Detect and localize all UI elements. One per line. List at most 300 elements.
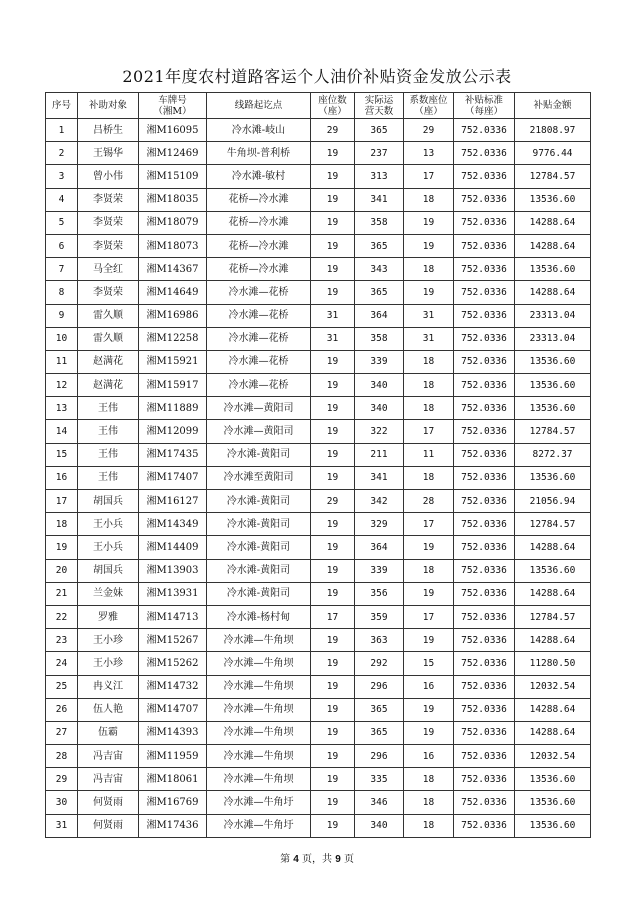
cell-route: 冷水滩—牛角圩 xyxy=(207,814,311,837)
cell-recipient: 伍霸 xyxy=(78,721,139,744)
cell-route: 冷水滩—牛角圩 xyxy=(207,791,311,814)
table-row xyxy=(46,327,591,350)
cell-plate: 湘M15921 xyxy=(139,350,207,373)
cell-route: 冷水滩-黄阳司 xyxy=(207,490,311,513)
cell-days: 335 xyxy=(355,768,404,791)
cell-index: 16 xyxy=(46,466,78,489)
cell-amount: 13536.60 xyxy=(515,768,591,791)
cell-seats: 19 xyxy=(311,559,355,582)
cell-standard: 752.0336 xyxy=(454,814,515,837)
cell-days: 341 xyxy=(355,188,404,211)
cell-recipient: 吕桥生 xyxy=(78,119,139,142)
cell-standard: 752.0336 xyxy=(454,629,515,652)
cell-amount: 12784.57 xyxy=(515,165,591,188)
cell-plate: 湘M15109 xyxy=(139,165,207,188)
cell-route: 冷水滩-黄阳司 xyxy=(207,559,311,582)
header-route xyxy=(207,93,311,119)
cell-plate: 湘M18079 xyxy=(139,211,207,234)
table-row xyxy=(46,258,591,281)
cell-coef-seats: 31 xyxy=(404,327,454,350)
cell-plate: 湘M17407 xyxy=(139,466,207,489)
cell-route: 冷水滩—牛角坝 xyxy=(207,745,311,768)
cell-plate: 湘M12258 xyxy=(139,327,207,350)
cell-days: 343 xyxy=(355,258,404,281)
header-amount xyxy=(515,93,591,119)
cell-amount: 14288.64 xyxy=(515,629,591,652)
cell-coef-seats: 18 xyxy=(404,768,454,791)
cell-seats: 19 xyxy=(311,142,355,165)
header-text: 系数座位 xyxy=(409,94,448,106)
cell-standard: 752.0336 xyxy=(454,745,515,768)
cell-standard: 752.0336 xyxy=(454,513,515,536)
table-row xyxy=(46,698,591,721)
cell-coef-seats: 19 xyxy=(404,234,454,257)
table-header-row xyxy=(46,93,591,119)
cell-coef-seats: 19 xyxy=(404,721,454,744)
cell-amount: 21808.97 xyxy=(515,119,591,142)
cell-days: 211 xyxy=(355,443,404,466)
cell-recipient: 王伟 xyxy=(78,443,139,466)
cell-route: 牛角坝-普利桥 xyxy=(207,142,311,165)
cell-route: 冷水滩—花桥 xyxy=(207,327,311,350)
cell-route: 花桥—冷水滩 xyxy=(207,211,311,234)
cell-seats: 19 xyxy=(311,165,355,188)
cell-standard: 752.0336 xyxy=(454,559,515,582)
cell-route: 花桥—冷水滩 xyxy=(207,188,311,211)
cell-plate: 湘M15917 xyxy=(139,374,207,397)
cell-plate: 湘M18061 xyxy=(139,768,207,791)
cell-amount: 23313.04 xyxy=(515,304,591,327)
cell-days: 356 xyxy=(355,582,404,605)
cell-coef-seats: 15 xyxy=(404,652,454,675)
table-row xyxy=(46,605,591,628)
table-row xyxy=(46,675,591,698)
cell-standard: 752.0336 xyxy=(454,327,515,350)
cell-seats: 19 xyxy=(311,513,355,536)
header-days xyxy=(355,93,404,119)
cell-standard: 752.0336 xyxy=(454,397,515,420)
cell-route: 冷水滩—牛角坝 xyxy=(207,675,311,698)
table-row xyxy=(46,791,591,814)
cell-route: 冷水滩—花桥 xyxy=(207,281,311,304)
cell-amount: 14288.64 xyxy=(515,698,591,721)
cell-seats: 19 xyxy=(311,258,355,281)
table-row xyxy=(46,745,591,768)
cell-plate: 湘M16095 xyxy=(139,119,207,142)
cell-standard: 752.0336 xyxy=(454,258,515,281)
header-text: 车牌号 xyxy=(158,94,187,106)
cell-seats: 19 xyxy=(311,791,355,814)
cell-index: 25 xyxy=(46,675,78,698)
cell-plate: 湘M18073 xyxy=(139,234,207,257)
cell-amount: 9776.44 xyxy=(515,142,591,165)
cell-index: 1 xyxy=(46,119,78,142)
cell-index: 12 xyxy=(46,374,78,397)
cell-standard: 752.0336 xyxy=(454,466,515,489)
cell-route: 冷水滩-黄阳司 xyxy=(207,513,311,536)
cell-coef-seats: 17 xyxy=(404,605,454,628)
table-row xyxy=(46,629,591,652)
cell-index: 24 xyxy=(46,652,78,675)
table-row xyxy=(46,374,591,397)
cell-days: 365 xyxy=(355,119,404,142)
cell-amount: 14288.64 xyxy=(515,536,591,559)
cell-standard: 752.0336 xyxy=(454,652,515,675)
cell-route: 花桥—冷水滩 xyxy=(207,234,311,257)
cell-seats: 19 xyxy=(311,675,355,698)
cell-seats: 19 xyxy=(311,768,355,791)
cell-days: 313 xyxy=(355,165,404,188)
cell-standard: 752.0336 xyxy=(454,443,515,466)
header-text: 营天数 xyxy=(364,105,394,117)
cell-coef-seats: 18 xyxy=(404,258,454,281)
cell-amount: 12784.57 xyxy=(515,513,591,536)
cell-route: 冷水滩-敏村 xyxy=(207,165,311,188)
cell-seats: 19 xyxy=(311,397,355,420)
cell-seats: 19 xyxy=(311,698,355,721)
cell-recipient: 李贤荣 xyxy=(78,188,139,211)
cell-standard: 752.0336 xyxy=(454,374,515,397)
cell-index: 27 xyxy=(46,721,78,744)
cell-coef-seats: 16 xyxy=(404,675,454,698)
cell-route: 冷水滩—黄阳司 xyxy=(207,420,311,443)
cell-days: 339 xyxy=(355,350,404,373)
cell-seats: 19 xyxy=(311,374,355,397)
cell-coef-seats: 17 xyxy=(404,513,454,536)
cell-route: 冷水滩—花桥 xyxy=(207,374,311,397)
cell-amount: 23313.04 xyxy=(515,327,591,350)
cell-coef-seats: 28 xyxy=(404,490,454,513)
cell-index: 5 xyxy=(46,211,78,234)
cell-days: 322 xyxy=(355,420,404,443)
page-number xyxy=(0,850,634,865)
cell-standard: 752.0336 xyxy=(454,582,515,605)
cell-recipient: 李贤荣 xyxy=(78,211,139,234)
cell-coef-seats: 17 xyxy=(404,165,454,188)
footer-suffix: 页 xyxy=(343,854,354,865)
cell-days: 365 xyxy=(355,234,404,257)
cell-coef-seats: 18 xyxy=(404,397,454,420)
header-seats xyxy=(311,93,355,119)
cell-days: 237 xyxy=(355,142,404,165)
cell-amount: 14288.64 xyxy=(515,721,591,744)
cell-recipient: 雷久顺 xyxy=(78,304,139,327)
cell-amount: 14288.64 xyxy=(515,234,591,257)
cell-days: 329 xyxy=(355,513,404,536)
cell-amount: 13536.60 xyxy=(515,466,591,489)
cell-plate: 湘M17436 xyxy=(139,814,207,837)
cell-amount: 13536.60 xyxy=(515,559,591,582)
cell-seats: 19 xyxy=(311,629,355,652)
cell-index: 17 xyxy=(46,490,78,513)
total-pages: 9 xyxy=(335,854,341,865)
header-text: 实际运 xyxy=(364,94,394,106)
table-row xyxy=(46,652,591,675)
cell-recipient: 王小兵 xyxy=(78,513,139,536)
cell-standard: 752.0336 xyxy=(454,420,515,443)
cell-standard: 752.0336 xyxy=(454,211,515,234)
cell-coef-seats: 18 xyxy=(404,559,454,582)
cell-amount: 13536.60 xyxy=(515,374,591,397)
cell-recipient: 马全红 xyxy=(78,258,139,281)
cell-recipient: 赵满花 xyxy=(78,350,139,373)
header-text: 补贴标准 xyxy=(464,94,503,106)
cell-days: 365 xyxy=(355,721,404,744)
cell-route: 冷水滩—花桥 xyxy=(207,350,311,373)
cell-seats: 19 xyxy=(311,652,355,675)
table-row xyxy=(46,466,591,489)
cell-index: 29 xyxy=(46,768,78,791)
cell-seats: 19 xyxy=(311,211,355,234)
cell-index: 4 xyxy=(46,188,78,211)
cell-plate: 湘M14649 xyxy=(139,281,207,304)
cell-recipient: 罗雅 xyxy=(78,605,139,628)
cell-index: 6 xyxy=(46,234,78,257)
cell-seats: 19 xyxy=(311,466,355,489)
header-plate xyxy=(139,93,207,119)
table-row xyxy=(46,397,591,420)
cell-days: 364 xyxy=(355,304,404,327)
cell-amount: 21056.94 xyxy=(515,490,591,513)
cell-standard: 752.0336 xyxy=(454,304,515,327)
cell-recipient: 王小珍 xyxy=(78,629,139,652)
cell-plate: 湘M14409 xyxy=(139,536,207,559)
cell-index: 19 xyxy=(46,536,78,559)
cell-route: 冷水滩-黄阳司 xyxy=(207,443,311,466)
cell-days: 364 xyxy=(355,536,404,559)
cell-plate: 湘M16986 xyxy=(139,304,207,327)
cell-recipient: 雷久顺 xyxy=(78,327,139,350)
cell-amount: 13536.60 xyxy=(515,188,591,211)
cell-coef-seats: 13 xyxy=(404,142,454,165)
table-row xyxy=(46,768,591,791)
cell-route: 冷水滩-黄阳司 xyxy=(207,582,311,605)
cell-amount: 14288.64 xyxy=(515,582,591,605)
cell-index: 20 xyxy=(46,559,78,582)
cell-seats: 19 xyxy=(311,350,355,373)
cell-coef-seats: 19 xyxy=(404,536,454,559)
header-recipient xyxy=(78,93,139,119)
cell-amount: 14288.64 xyxy=(515,211,591,234)
header-text: （座） xyxy=(414,105,443,117)
cell-index: 14 xyxy=(46,420,78,443)
cell-index: 28 xyxy=(46,745,78,768)
cell-coef-seats: 19 xyxy=(404,698,454,721)
cell-days: 365 xyxy=(355,698,404,721)
page-title: 2021年度农村道路客运个人油价补贴资金发放公示表 xyxy=(122,67,512,86)
cell-recipient: 赵满花 xyxy=(78,374,139,397)
cell-index: 21 xyxy=(46,582,78,605)
subsidy-table xyxy=(45,92,591,838)
cell-recipient: 李贤荣 xyxy=(78,281,139,304)
cell-recipient: 胡国兵 xyxy=(78,559,139,582)
cell-days: 339 xyxy=(355,559,404,582)
cell-days: 363 xyxy=(355,629,404,652)
cell-recipient: 冉义江 xyxy=(78,675,139,698)
cell-seats: 19 xyxy=(311,234,355,257)
table-row xyxy=(46,119,591,142)
cell-coef-seats: 19 xyxy=(404,629,454,652)
cell-plate: 湘M16769 xyxy=(139,791,207,814)
table-row xyxy=(46,304,591,327)
cell-days: 342 xyxy=(355,490,404,513)
cell-seats: 19 xyxy=(311,420,355,443)
cell-coef-seats: 18 xyxy=(404,350,454,373)
cell-route: 冷水滩-杨村甸 xyxy=(207,605,311,628)
cell-amount: 11280.50 xyxy=(515,652,591,675)
cell-seats: 19 xyxy=(311,536,355,559)
header-text: 补助对象 xyxy=(88,100,127,111)
cell-plate: 湘M14713 xyxy=(139,605,207,628)
cell-index: 3 xyxy=(46,165,78,188)
table-row xyxy=(46,420,591,443)
cell-recipient: 王小珍 xyxy=(78,652,139,675)
cell-route: 冷水滩至黄阳司 xyxy=(207,466,311,489)
cell-plate: 湘M13903 xyxy=(139,559,207,582)
cell-days: 340 xyxy=(355,397,404,420)
table-row xyxy=(46,165,591,188)
cell-seats: 19 xyxy=(311,814,355,837)
cell-plate: 湘M15267 xyxy=(139,629,207,652)
cell-seats: 29 xyxy=(311,490,355,513)
cell-coef-seats: 18 xyxy=(404,791,454,814)
cell-coef-seats: 18 xyxy=(404,466,454,489)
cell-index: 18 xyxy=(46,513,78,536)
header-text: （座） xyxy=(318,105,347,117)
cell-amount: 13536.60 xyxy=(515,350,591,373)
cell-standard: 752.0336 xyxy=(454,165,515,188)
cell-seats: 19 xyxy=(311,443,355,466)
cell-recipient: 冯吉宙 xyxy=(78,745,139,768)
cell-standard: 752.0336 xyxy=(454,721,515,744)
cell-amount: 12784.57 xyxy=(515,420,591,443)
cell-standard: 752.0336 xyxy=(454,698,515,721)
cell-index: 8 xyxy=(46,281,78,304)
table-row xyxy=(46,582,591,605)
cell-recipient: 王锡华 xyxy=(78,142,139,165)
table-row xyxy=(46,350,591,373)
cell-plate: 湘M11889 xyxy=(139,397,207,420)
cell-recipient: 胡国兵 xyxy=(78,490,139,513)
cell-coef-seats: 29 xyxy=(404,119,454,142)
table-row xyxy=(46,721,591,744)
cell-standard: 752.0336 xyxy=(454,350,515,373)
cell-index: 11 xyxy=(46,350,78,373)
cell-route: 冷水滩—牛角坝 xyxy=(207,768,311,791)
cell-coef-seats: 19 xyxy=(404,281,454,304)
cell-index: 9 xyxy=(46,304,78,327)
cell-coef-seats: 18 xyxy=(404,188,454,211)
table-row xyxy=(46,536,591,559)
cell-seats: 29 xyxy=(311,119,355,142)
cell-recipient: 王伟 xyxy=(78,397,139,420)
cell-route: 冷水滩—牛角坝 xyxy=(207,629,311,652)
cell-days: 358 xyxy=(355,327,404,350)
cell-plate: 湘M15262 xyxy=(139,652,207,675)
header-text: 线路起讫点 xyxy=(234,100,283,111)
header-index xyxy=(46,93,78,119)
cell-index: 13 xyxy=(46,397,78,420)
cell-amount: 13536.60 xyxy=(515,258,591,281)
cell-plate: 湘M17435 xyxy=(139,443,207,466)
cell-recipient: 曾小伟 xyxy=(78,165,139,188)
cell-route: 花桥—冷水滩 xyxy=(207,258,311,281)
cell-recipient: 王伟 xyxy=(78,466,139,489)
cell-standard: 752.0336 xyxy=(454,234,515,257)
table-row xyxy=(46,188,591,211)
cell-plate: 湘M18035 xyxy=(139,188,207,211)
cell-index: 7 xyxy=(46,258,78,281)
cell-index: 31 xyxy=(46,814,78,837)
table-row xyxy=(46,490,591,513)
cell-standard: 752.0336 xyxy=(454,119,515,142)
table-row xyxy=(46,281,591,304)
cell-days: 341 xyxy=(355,466,404,489)
cell-standard: 752.0336 xyxy=(454,791,515,814)
cell-recipient: 李贤荣 xyxy=(78,234,139,257)
table-row xyxy=(46,443,591,466)
cell-coef-seats: 31 xyxy=(404,304,454,327)
cell-route: 冷水滩—牛角坝 xyxy=(207,698,311,721)
cell-recipient: 冯吉宙 xyxy=(78,768,139,791)
cell-plate: 湘M11959 xyxy=(139,745,207,768)
cell-amount: 13536.60 xyxy=(515,814,591,837)
table-row xyxy=(46,814,591,837)
cell-standard: 752.0336 xyxy=(454,605,515,628)
header-text: （湘M） xyxy=(153,105,192,117)
cell-amount: 12032.54 xyxy=(515,745,591,768)
header-text: 补贴金额 xyxy=(533,100,572,111)
cell-standard: 752.0336 xyxy=(454,281,515,304)
cell-coef-seats: 18 xyxy=(404,814,454,837)
cell-route: 冷水滩—牛角坝 xyxy=(207,652,311,675)
cell-index: 26 xyxy=(46,698,78,721)
cell-recipient: 王伟 xyxy=(78,420,139,443)
footer-prefix: 第 xyxy=(280,854,291,865)
cell-amount: 13536.60 xyxy=(515,791,591,814)
current-page: 4 xyxy=(293,854,299,865)
cell-index: 23 xyxy=(46,629,78,652)
cell-route: 冷水滩—黄阳司 xyxy=(207,397,311,420)
cell-seats: 19 xyxy=(311,188,355,211)
cell-standard: 752.0336 xyxy=(454,188,515,211)
cell-days: 296 xyxy=(355,675,404,698)
header-text: 序号 xyxy=(51,100,71,111)
cell-recipient: 伍人艳 xyxy=(78,698,139,721)
cell-recipient: 王小兵 xyxy=(78,536,139,559)
header-text: 座位数 xyxy=(318,94,347,106)
cell-plate: 湘M12469 xyxy=(139,142,207,165)
table-row xyxy=(46,513,591,536)
cell-seats: 19 xyxy=(311,281,355,304)
cell-plate: 湘M12099 xyxy=(139,420,207,443)
cell-seats: 31 xyxy=(311,304,355,327)
cell-route: 冷水滩-岐山 xyxy=(207,119,311,142)
cell-index: 22 xyxy=(46,605,78,628)
cell-index: 30 xyxy=(46,791,78,814)
cell-route: 冷水滩—牛角坝 xyxy=(207,721,311,744)
cell-recipient: 何贤雨 xyxy=(78,791,139,814)
cell-seats: 31 xyxy=(311,327,355,350)
cell-days: 359 xyxy=(355,605,404,628)
header-standard xyxy=(454,93,515,119)
cell-amount: 14288.64 xyxy=(515,281,591,304)
cell-standard: 752.0336 xyxy=(454,768,515,791)
cell-recipient: 兰金妹 xyxy=(78,582,139,605)
cell-amount: 12784.57 xyxy=(515,605,591,628)
cell-standard: 752.0336 xyxy=(454,536,515,559)
cell-index: 10 xyxy=(46,327,78,350)
